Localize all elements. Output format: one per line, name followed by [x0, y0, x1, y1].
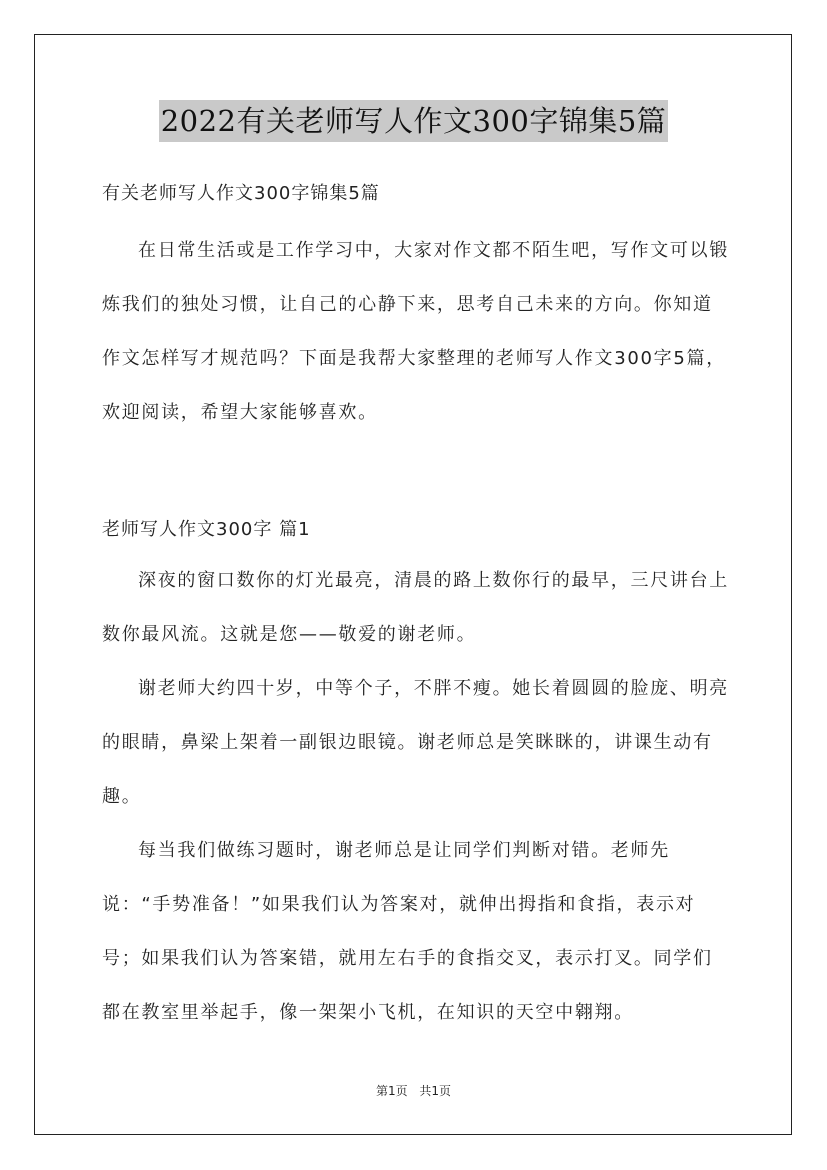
- document-body: [102, 170, 732, 1040]
- body-paragraph: 谢老师大约四十岁，中等个子，不胖不瘦。她长着圆圆的脸庞、明亮的眼睛，鼻梁上架着一副银边眼镜。谢老师总是笑眯眯的，讲课生动有趣。: [102, 678, 729, 807]
- page-footer: [0, 1082, 827, 1099]
- title-container: [0, 100, 827, 142]
- page-number: 第1页: [375, 1084, 408, 1098]
- document-subtitle: 有关老师写人作文300字锦集5篇: [102, 183, 380, 204]
- section-heading: 老师写人作文300字 篇1: [102, 519, 311, 540]
- body-paragraph: 每当我们做练习题时，谢老师总是让同学们判断对错。老师先说：“手势准备！”如果我们认为答案对，就伸出拇指和食指，表示对号；如果我们认为答案错，就用左右手的食指交叉，表示打叉。同学们都在教室里举起手，像一架架小飞机，在知识的天空中翱翔。: [102, 840, 713, 1023]
- page-total: 共1页: [419, 1084, 452, 1098]
- document-title: 2022有关老师写人作文300字锦集5篇: [159, 100, 669, 142]
- intro-paragraph: 在日常生活或是工作学习中，大家对作文都不陌生吧，写作文可以锻炼我们的独处习惯，让自己的心静下来，思考自己未来的方向。你知道作文怎样写才规范吗？下面是我帮大家整理的老师写人作文300字5篇，欢迎阅读，希望大家能够喜欢。: [102, 240, 729, 423]
- body-paragraph: 深夜的窗口数你的灯光最亮，清晨的路上数你行的最早，三尺讲台上数你最风流。这就是您——敬爱的谢老师。: [102, 570, 729, 645]
